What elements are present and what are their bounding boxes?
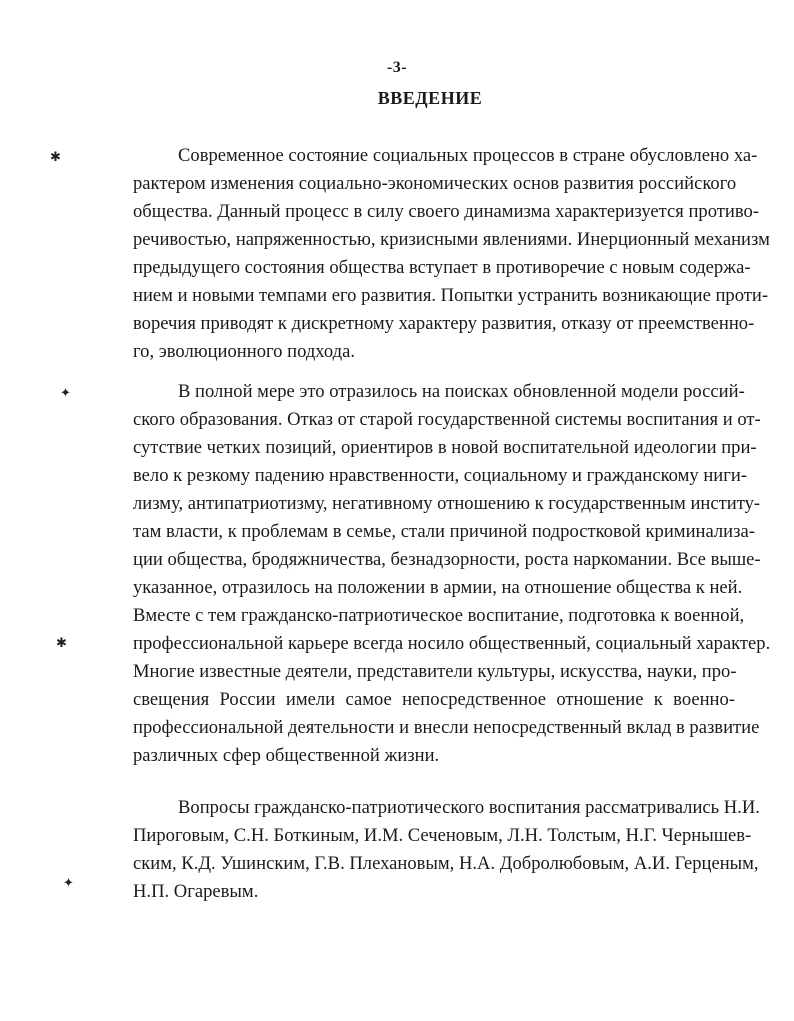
text-line: свещения России имели самое непосредственное отношение к военно- (133, 689, 735, 710)
text-line: В полной мере это отразилось на поисках обновленной модели россий- (178, 381, 745, 402)
text-line: Современное состояние социальных процессов в стране обусловлено ха- (178, 145, 758, 166)
text-line: вело к резкому падению нравственности, социальному и гражданскому ниги- (133, 465, 747, 486)
text-line: профессиональной деятельности и внесли непосредственный вклад в развитие (133, 717, 760, 738)
text-line: Пироговым, С.Н. Боткиным, И.М. Сеченовым, Л.Н. Толстым, Н.Г. Чернышев- (133, 825, 752, 846)
text-line: лизму, антипатриотизму, негативному отношению к государственным институ- (133, 493, 761, 514)
page-title: ВВЕДЕНИЕ (377, 88, 483, 108)
text-line: предыдущего состояния общества вступает в противоречие с новым содержа- (133, 257, 751, 278)
text-line: воречия приводят к дискретному характеру развития, отказу от преемственно- (133, 313, 755, 334)
text-line: общества. Данный процесс в силу своего динамизма характеризуется противо- (133, 201, 759, 222)
page-number: -3- (386, 59, 408, 76)
text-line: нием и новыми темпами его развития. Попытки устранить возникающие проти- (133, 285, 769, 306)
text-line: сутствие четких позиций, ориентиров в новой воспитательной идеологии при- (133, 437, 757, 458)
text-line: там власти, к проблемам в семье, стали причиной подростковой криминализа- (133, 521, 755, 542)
text-line: речивостью, напряженностью, кризисными явлениями. Инерционный механизм (133, 229, 770, 250)
text-line: Вместе с тем гражданско-патриотическое воспитание, подготовка к военной, (133, 605, 745, 626)
margin-mark-icon: ✦ (63, 876, 74, 891)
text-line: различных сфер общественной жизни. (133, 745, 440, 766)
paragraph-2 (133, 378, 771, 770)
text-line: ции общества, бродяжничества, безнадзорности, роста наркомании. Все выше- (133, 549, 761, 570)
text-line: Вопросы гражданско-патриотического воспитания рассматривались Н.И. (178, 797, 760, 818)
margin-mark-icon: ✦ (60, 386, 71, 401)
paragraph-1 (133, 142, 770, 366)
margin-mark-icon: ✱ (56, 636, 67, 651)
text-line: рактером изменения социально-экономических основ развития российского (133, 173, 737, 194)
text-line: ским, К.Д. Ушинским, Г.В. Плехановым, Н.А. Добролюбовым, А.И. Герценым, (133, 853, 759, 874)
text-line: го, эволюционного подхода. (133, 341, 355, 362)
text-line: ского образования. Отказ от старой государственной системы воспитания и от- (133, 409, 761, 430)
text-line: Н.П. Огаревым. (133, 881, 259, 902)
text-line: Многие известные деятели, представители культуры, искусства, науки, про- (133, 661, 737, 682)
text-line: профессиональной карьере всегда носило общественный, социальный характер. (133, 633, 771, 654)
margin-mark-icon: ✱ (50, 150, 61, 165)
text-line: указанное, отразилось на положении в армии, на отношение общества к ней. (133, 577, 743, 598)
paragraph-3 (133, 794, 760, 906)
